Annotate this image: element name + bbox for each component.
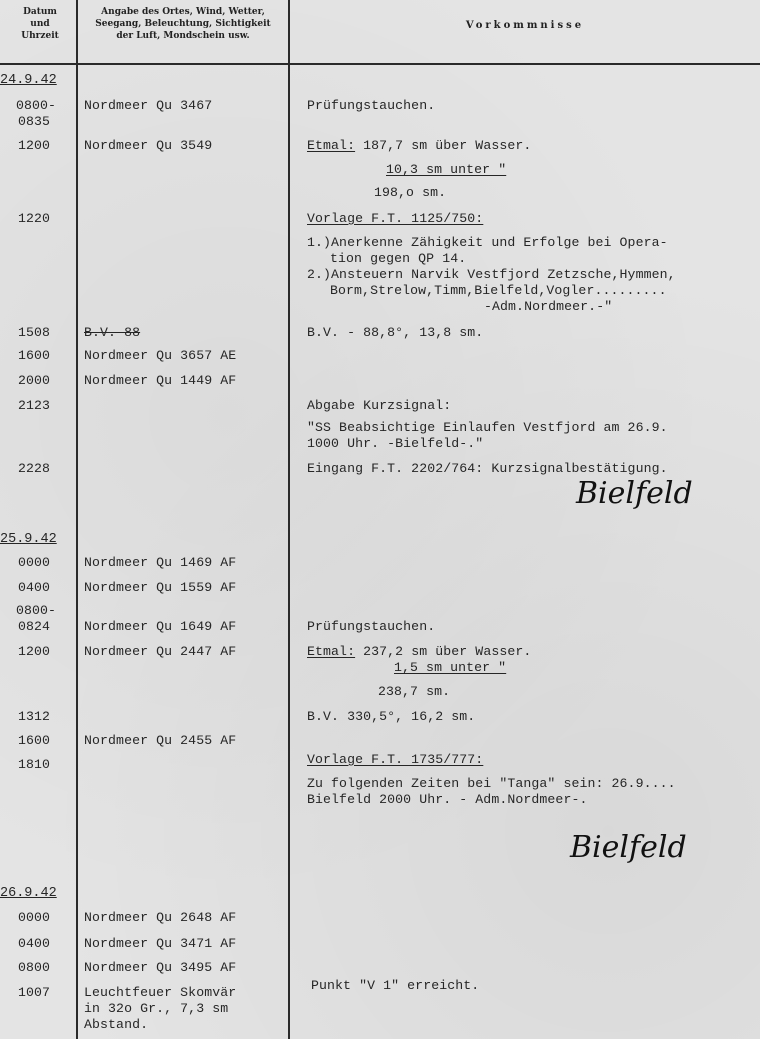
time-entry: 1508 (18, 325, 51, 340)
event-entry: "SS Beabsichtige Einlaufen Vestfjord am 26.9. (307, 420, 668, 435)
location-entry: Nordmeer Qu 3657 AE (84, 348, 237, 363)
time-entry: 0000 (18, 910, 51, 925)
column-divider-1 (76, 0, 78, 1039)
time-entry: 1220 (18, 211, 51, 226)
event-entry: Prüfungstauchen. (307, 619, 436, 634)
location-entry: Nordmeer Qu 2648 AF (84, 910, 237, 925)
time-entry: 1600 (18, 733, 51, 748)
event-entry: Abgabe Kurzsignal: (307, 398, 452, 413)
column-divider-2 (288, 0, 290, 1039)
event-entry: Vorlage F.T. 1735/777: (307, 752, 484, 767)
event-entry: Bielfeld 2000 Uhr. - Adm.Nordmeer-. (307, 792, 588, 807)
event-entry: Etmal: 237,2 sm über Wasser. (307, 644, 532, 659)
event-entry: 1,5 sm unter " (394, 660, 507, 675)
location-entry: Nordmeer Qu 2447 AF (84, 644, 237, 659)
time-entry: 2123 (18, 398, 51, 413)
location-entry: Nordmeer Qu 1559 AF (84, 580, 237, 595)
time-entry: 1200 (18, 644, 51, 659)
location-entry: Nordmeer Qu 3467 (84, 98, 213, 113)
event-entry: Eingang F.T. 2202/764: Kurzsignalbestätigung. (307, 461, 668, 476)
event-entry: B.V. - 88,8°, 13,8 sm. (307, 325, 484, 340)
time-entry: 1600 (18, 348, 51, 363)
event-entry: Etmal: 187,7 sm über Wasser. (307, 138, 532, 153)
signature-bielfeld: Bielfeld (570, 830, 687, 865)
location-entry: Nordmeer Qu 1449 AF (84, 373, 237, 388)
time-entry: 2000 (18, 373, 51, 388)
event-entry: tion gegen QP 14. (330, 251, 467, 266)
event-entry: 1000 Uhr. -Bielfeld-." (307, 436, 484, 451)
location-entry: B.V.-88 (84, 325, 141, 340)
event-entry: -Adm.Nordmeer.-" (484, 299, 613, 314)
time-entry: 2228 (18, 461, 51, 476)
location-entry: Nordmeer Qu 3549 (84, 138, 213, 153)
location-entry: Nordmeer Qu 3471 AF (84, 936, 237, 951)
time-entry: 1200 (18, 138, 51, 153)
signature-bielfeld: Bielfeld (576, 476, 693, 511)
time-entry: 1312 (18, 709, 51, 724)
location-entry: Nordmeer Qu 1649 AF (84, 619, 237, 634)
location-entry: Nordmeer Qu 2455 AF (84, 733, 237, 748)
event-entry: Prüfungstauchen. (307, 98, 436, 113)
location-entry: Abstand. (84, 1017, 149, 1032)
time-entry: 0835 (18, 114, 51, 129)
time-entry: 1810 (18, 757, 51, 772)
event-entry: 2.)Ansteuern Narvik Vestfjord Zetzsche,Hymmen, (307, 267, 676, 282)
event-entry: 10,3 sm unter " (386, 162, 507, 177)
event-entry: 198,o sm. (374, 185, 447, 200)
date-25-9-42: 25.9.42 (0, 532, 57, 547)
time-entry: 0800 (18, 960, 51, 975)
event-entry: 238,7 sm. (378, 684, 451, 699)
event-entry: Punkt "V 1" erreicht. (311, 978, 480, 993)
header-date-time: Datum und Uhrzeit (21, 7, 59, 41)
time-entry: 0400 (18, 580, 51, 595)
header-events: Vorkommnisse (465, 20, 585, 31)
event-entry: Vorlage F.T. 1125/750: (307, 211, 484, 226)
location-entry: in 32o Gr., 7,3 sm (84, 1001, 229, 1016)
event-entry: Borm,Strelow,Timm,Bielfeld,Vogler......... (330, 283, 667, 298)
time-entry: 0824 (18, 619, 51, 634)
event-entry: Zu folgenden Zeiten bei "Tanga" sein: 26.9.... (307, 776, 676, 791)
header-location-weather: Angabe des Ortes, Wind, Wetter, Seegang, Beleuchtung, Sichtigkeit der Luft, Mondschein usw. (95, 7, 271, 41)
event-entry: 1.)Anerkenne Zähigkeit und Erfolge bei Opera- (307, 235, 668, 250)
location-entry: Nordmeer Qu 3495 AF (84, 960, 237, 975)
time-entry: 0000 (18, 555, 51, 570)
date-24-9-42: 24.9.42 (0, 73, 57, 88)
event-entry: B.V. 330,5°, 16,2 sm. (307, 709, 476, 724)
time-entry: 0400 (18, 936, 51, 951)
time-entry: 0800- (16, 98, 57, 113)
header-divider (0, 63, 760, 65)
date-26-9-42: 26.9.42 (0, 886, 57, 901)
time-entry: 0800- (16, 603, 57, 618)
time-entry: 1007 (18, 985, 51, 1000)
location-entry: Leuchtfeuer Skomvär (84, 985, 237, 1000)
location-entry: Nordmeer Qu 1469 AF (84, 555, 237, 570)
